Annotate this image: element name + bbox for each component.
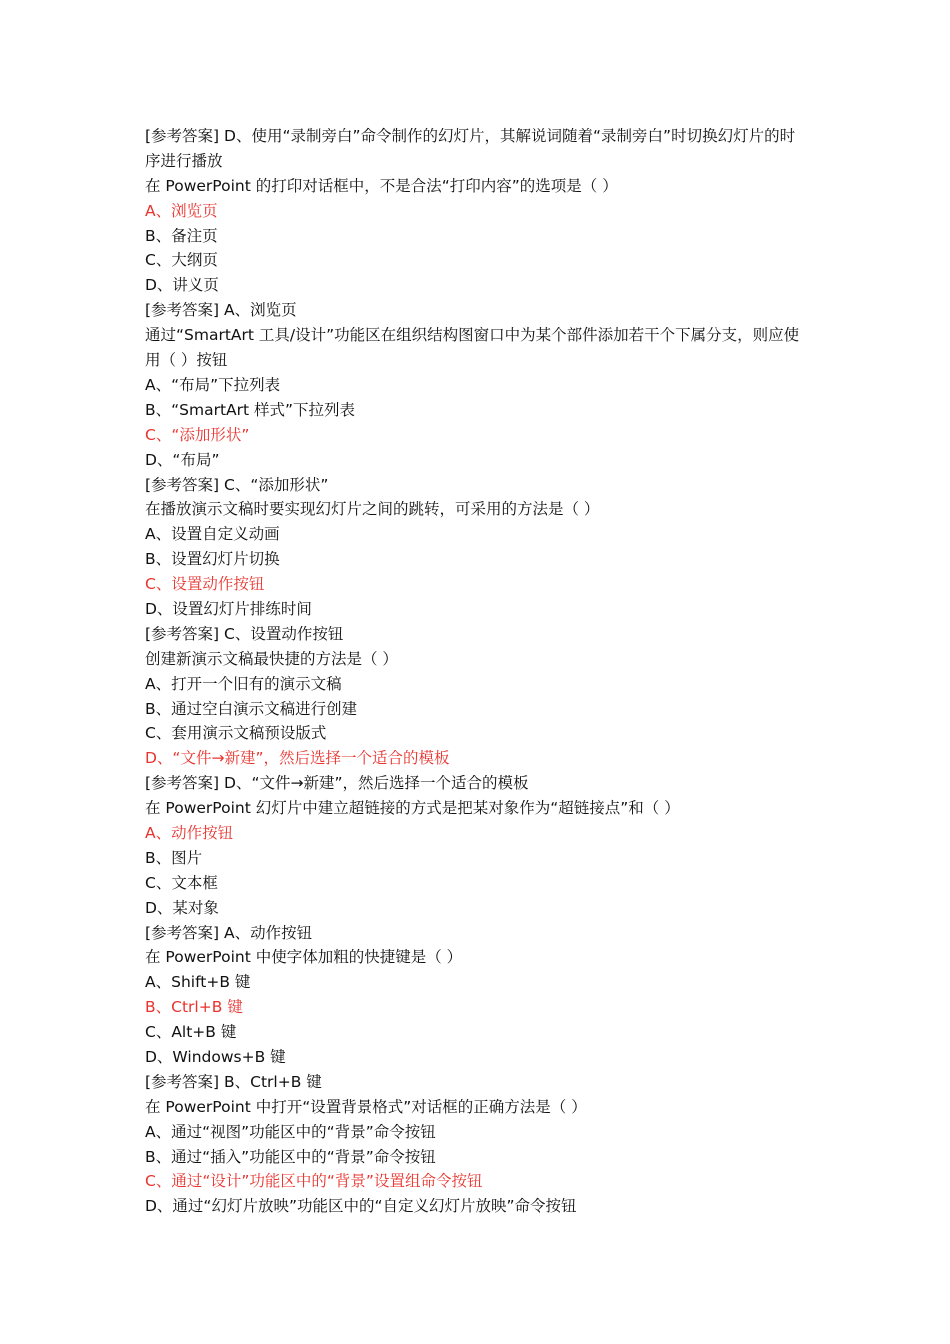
text-line: [参考答案] D、“文件→新建”，然后选择一个适合的模板 — [145, 774, 529, 793]
text-line: A、Shift+B 键 — [145, 973, 251, 992]
text-line: 创建新演示文稿最快捷的方法是（ ） — [145, 649, 398, 668]
text-line: C、大纲页 — [145, 251, 218, 270]
highlighted-answer-line: C、设置动作按钮 — [145, 575, 265, 594]
text-line: 在 PowerPoint 的打印对话框中，不是合法“打印内容”的选项是（ ） — [145, 176, 618, 195]
text-line: B、备注页 — [145, 226, 218, 245]
highlighted-answer-line: C、通过“设计”功能区中的“背景”设置组命令按钮 — [145, 1172, 483, 1191]
text-line: C、套用演示文稿预设版式 — [145, 724, 327, 743]
text-line: B、设置幻灯片切换 — [145, 550, 280, 569]
text-line: D、设置幻灯片排练时间 — [145, 599, 312, 618]
text-line: [参考答案] C、设置动作按钮 — [145, 624, 344, 643]
highlighted-answer-line: D、“文件→新建”，然后选择一个适合的模板 — [145, 749, 450, 768]
document-page — [145, 124, 810, 1219]
text-line: A、打开一个旧有的演示文稿 — [145, 674, 342, 693]
text-line: 在 PowerPoint 中打开“设置背景格式”对话框的正确方法是（ ） — [145, 1097, 587, 1116]
highlighted-answer-line: B、Ctrl+B 键 — [145, 998, 243, 1017]
text-line: 在 PowerPoint 幻灯片中建立超链接的方式是把某对象作为“超链接点”和（ ） — [145, 799, 680, 818]
text-line: 在 PowerPoint 中使字体加粗的快捷键是（ ） — [145, 948, 463, 967]
text-line: A、通过“视图”功能区中的“背景”命令按钮 — [145, 1122, 436, 1141]
text-line: D、某对象 — [145, 898, 219, 917]
text-line: D、通过“幻灯片放映”功能区中的“自定义幻灯片放映”命令按钮 — [145, 1197, 577, 1216]
text-line: C、文本框 — [145, 873, 218, 892]
text-line: 通过“SmartArt 工具/设计”功能区在组织结构图窗口中为某个部件添加若干个下属分支，则应使用（ ）按钮 — [145, 326, 800, 370]
text-line: [参考答案] A、动作按钮 — [145, 923, 313, 942]
highlighted-answer-line: A、动作按钮 — [145, 824, 234, 842]
highlighted-answer-line: A、浏览页 — [145, 201, 218, 220]
highlighted-answer-line: C、“添加形状” — [145, 425, 250, 444]
text-line: B、通过空白演示文稿进行创建 — [145, 699, 358, 718]
text-line: C、Alt+B 键 — [145, 1023, 237, 1042]
text-line: B、通过“插入”功能区中的“背景”命令按钮 — [145, 1147, 436, 1166]
text-line: [参考答案] C、“添加形状” — [145, 475, 329, 494]
text-line: D、“布局” — [145, 450, 220, 469]
text-line: B、图片 — [145, 848, 203, 867]
text-line: B、“SmartArt 样式”下拉列表 — [145, 400, 356, 419]
text-line: D、讲义页 — [145, 276, 219, 295]
text-line: [参考答案] A、浏览页 — [145, 301, 297, 320]
text-line: [参考答案] D、使用“录制旁白”命令制作的幻灯片，其解说词随着“录制旁白”时切换幻灯片的时序进行播放 — [145, 127, 796, 170]
text-line: A、设置自定义动画 — [145, 525, 280, 544]
text-line: [参考答案] B、Ctrl+B 键 — [145, 1072, 322, 1091]
text-line: A、“布局”下拉列表 — [145, 375, 281, 394]
text-line: 在播放演示文稿时要实现幻灯片之间的跳转，可采用的方法是（ ） — [145, 500, 600, 519]
text-line: D、Windows+B 键 — [145, 1048, 286, 1067]
